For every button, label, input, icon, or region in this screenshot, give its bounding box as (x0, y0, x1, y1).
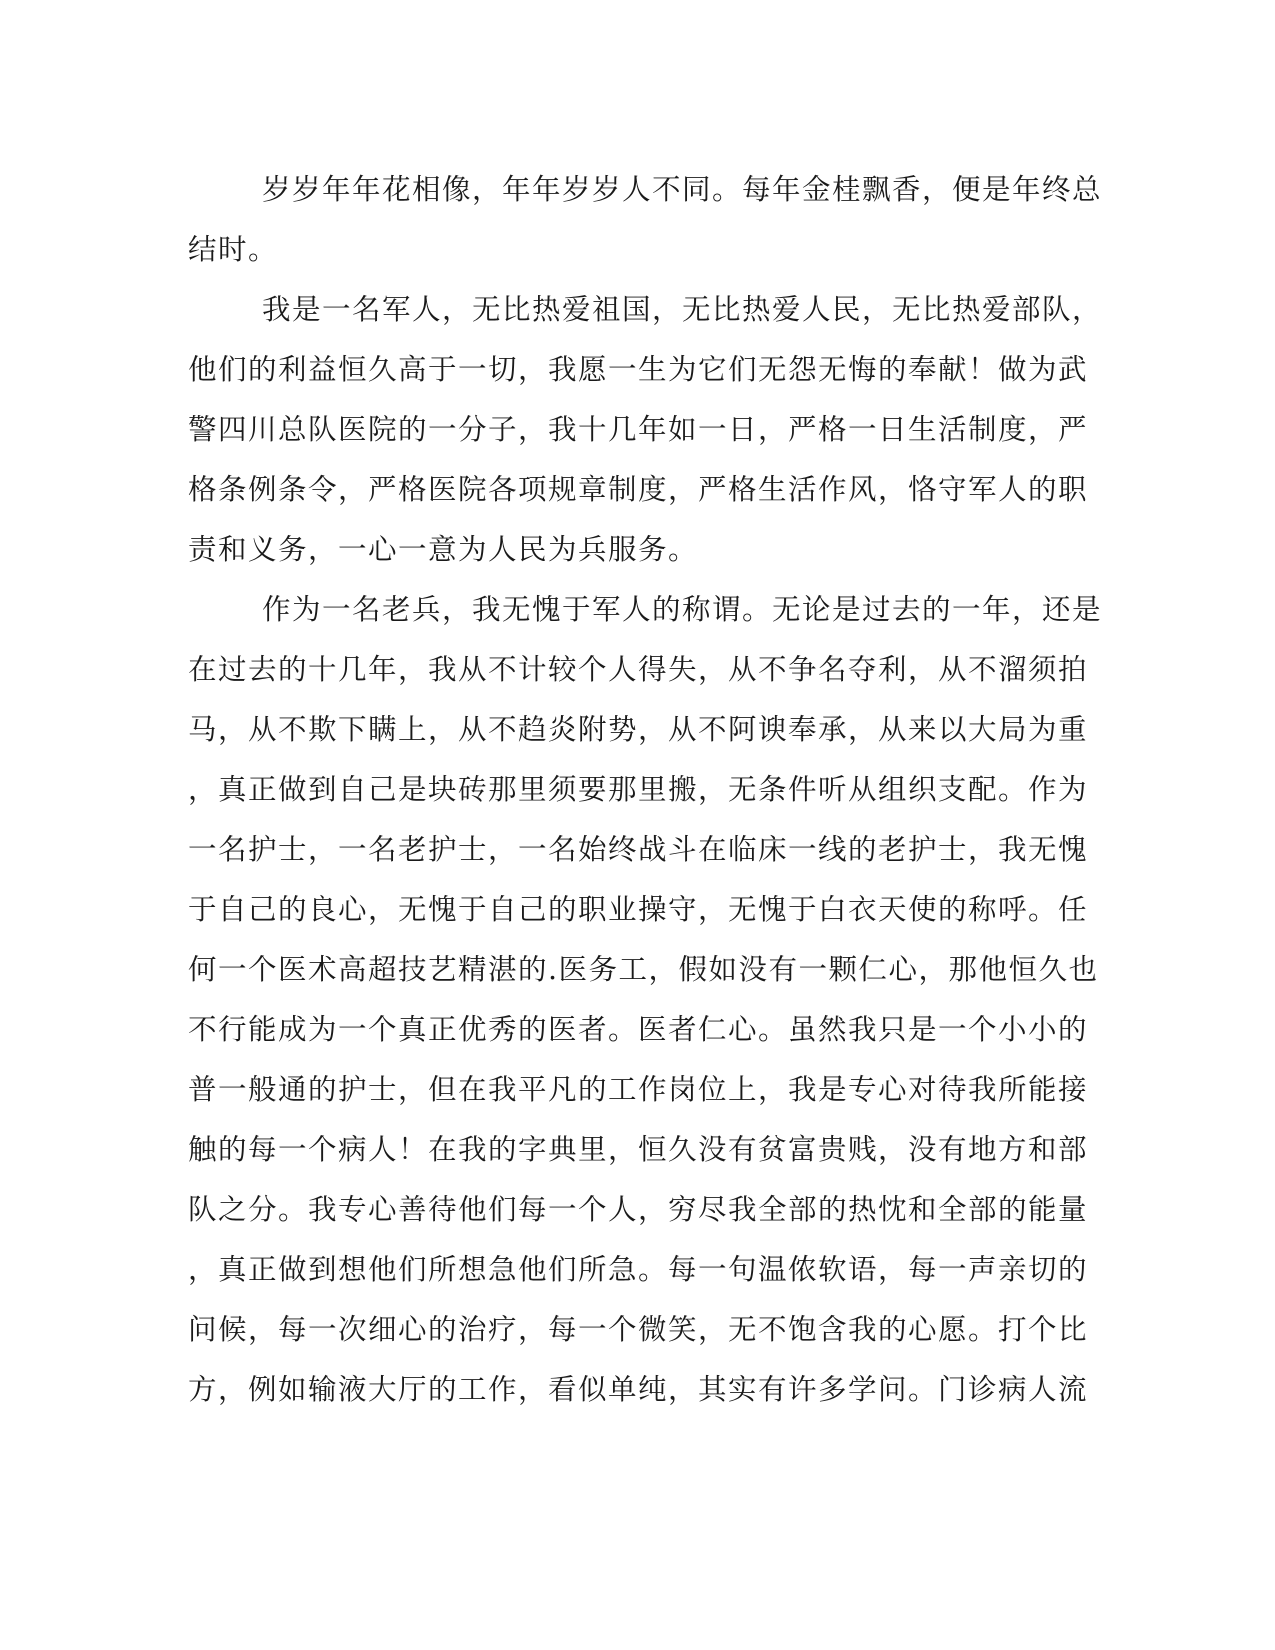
paragraph-2-line-5: 责和义务，一心一意为人民为兵服务。 (188, 533, 699, 566)
paragraph-3-line-13: 问候，每一次细心的治疗，每一个微笑，无不饱含我的心愿。打个比 (188, 1313, 1089, 1346)
paragraph-2-line-3: 警四川总队医院的一分子，我十几年如一日，严格一日生活制度，严 (188, 413, 1089, 446)
paragraph-3-line-14: 方，例如输液大厅的工作，看似单纯，其实有许多学问。门诊病人流 (188, 1373, 1089, 1406)
paragraph-3-line-9: 普一般通的护士，但在我平凡的工作岗位上，我是专心对待我所能接 (188, 1073, 1089, 1106)
paragraph-3-line-2: 在过去的十几年，我从不计较个人得失，从不争名夺利，从不溜须拍 (188, 653, 1089, 686)
paragraph-3-line-3: 马，从不欺下瞒上，从不趋炎附势，从不阿谀奉承，从来以大局为重 (188, 713, 1089, 746)
paragraph-3-line-12: ，真正做到想他们所想急他们所急。每一句温侬软语，每一声亲切的 (188, 1253, 1089, 1286)
paragraph-3-line-5: 一名护士，一名老护士，一名始终战斗在临床一线的老护士，我无愧 (188, 833, 1089, 866)
paragraph-3-line-8: 不行能成为一个真正优秀的医者。医者仁心。虽然我只是一个小小的 (188, 1013, 1089, 1046)
body-text (188, 160, 1103, 1420)
paragraph-1-line-2: 结时。 (188, 233, 279, 266)
paragraph-3-line-4: ，真正做到自己是块砖那里须要那里搬，无条件听从组织支配。作为 (188, 773, 1089, 806)
paragraph-2-line-2: 他们的利益恒久高于一切，我愿一生为它们无怨无悔的奉献！做为武 (188, 353, 1089, 386)
paragraph-2-line-1: 我是一名军人，无比热爱祖国，无比热爱人民，无比热爱部队， (262, 293, 1103, 326)
paragraph-3-line-11: 队之分。我专心善待他们每一个人，穷尽我全部的热忱和全部的能量 (188, 1193, 1089, 1226)
paragraph-1-line-1: 岁岁年年花相像，年年岁岁人不同。每年金桂飘香，便是年终总 (262, 173, 1103, 206)
paragraph-3-line-1: 作为一名老兵，我无愧于军人的称谓。无论是过去的一年，还是 (262, 593, 1103, 626)
paragraph-3-line-7: 何一个医术高超技艺精湛的.医务工，假如没有一颗仁心，那他恒久也 (188, 953, 1099, 986)
paragraph-2-line-4: 格条例条令，严格医院各项规章制度，严格生活作风，恪守军人的职 (188, 473, 1089, 506)
paragraph-3-line-10: 触的每一个病人！在我的字典里，恒久没有贫富贵贱，没有地方和部 (188, 1133, 1089, 1166)
paragraph-3-line-6: 于自己的良心，无愧于自己的职业操守，无愧于白衣天使的称呼。任 (188, 893, 1089, 926)
